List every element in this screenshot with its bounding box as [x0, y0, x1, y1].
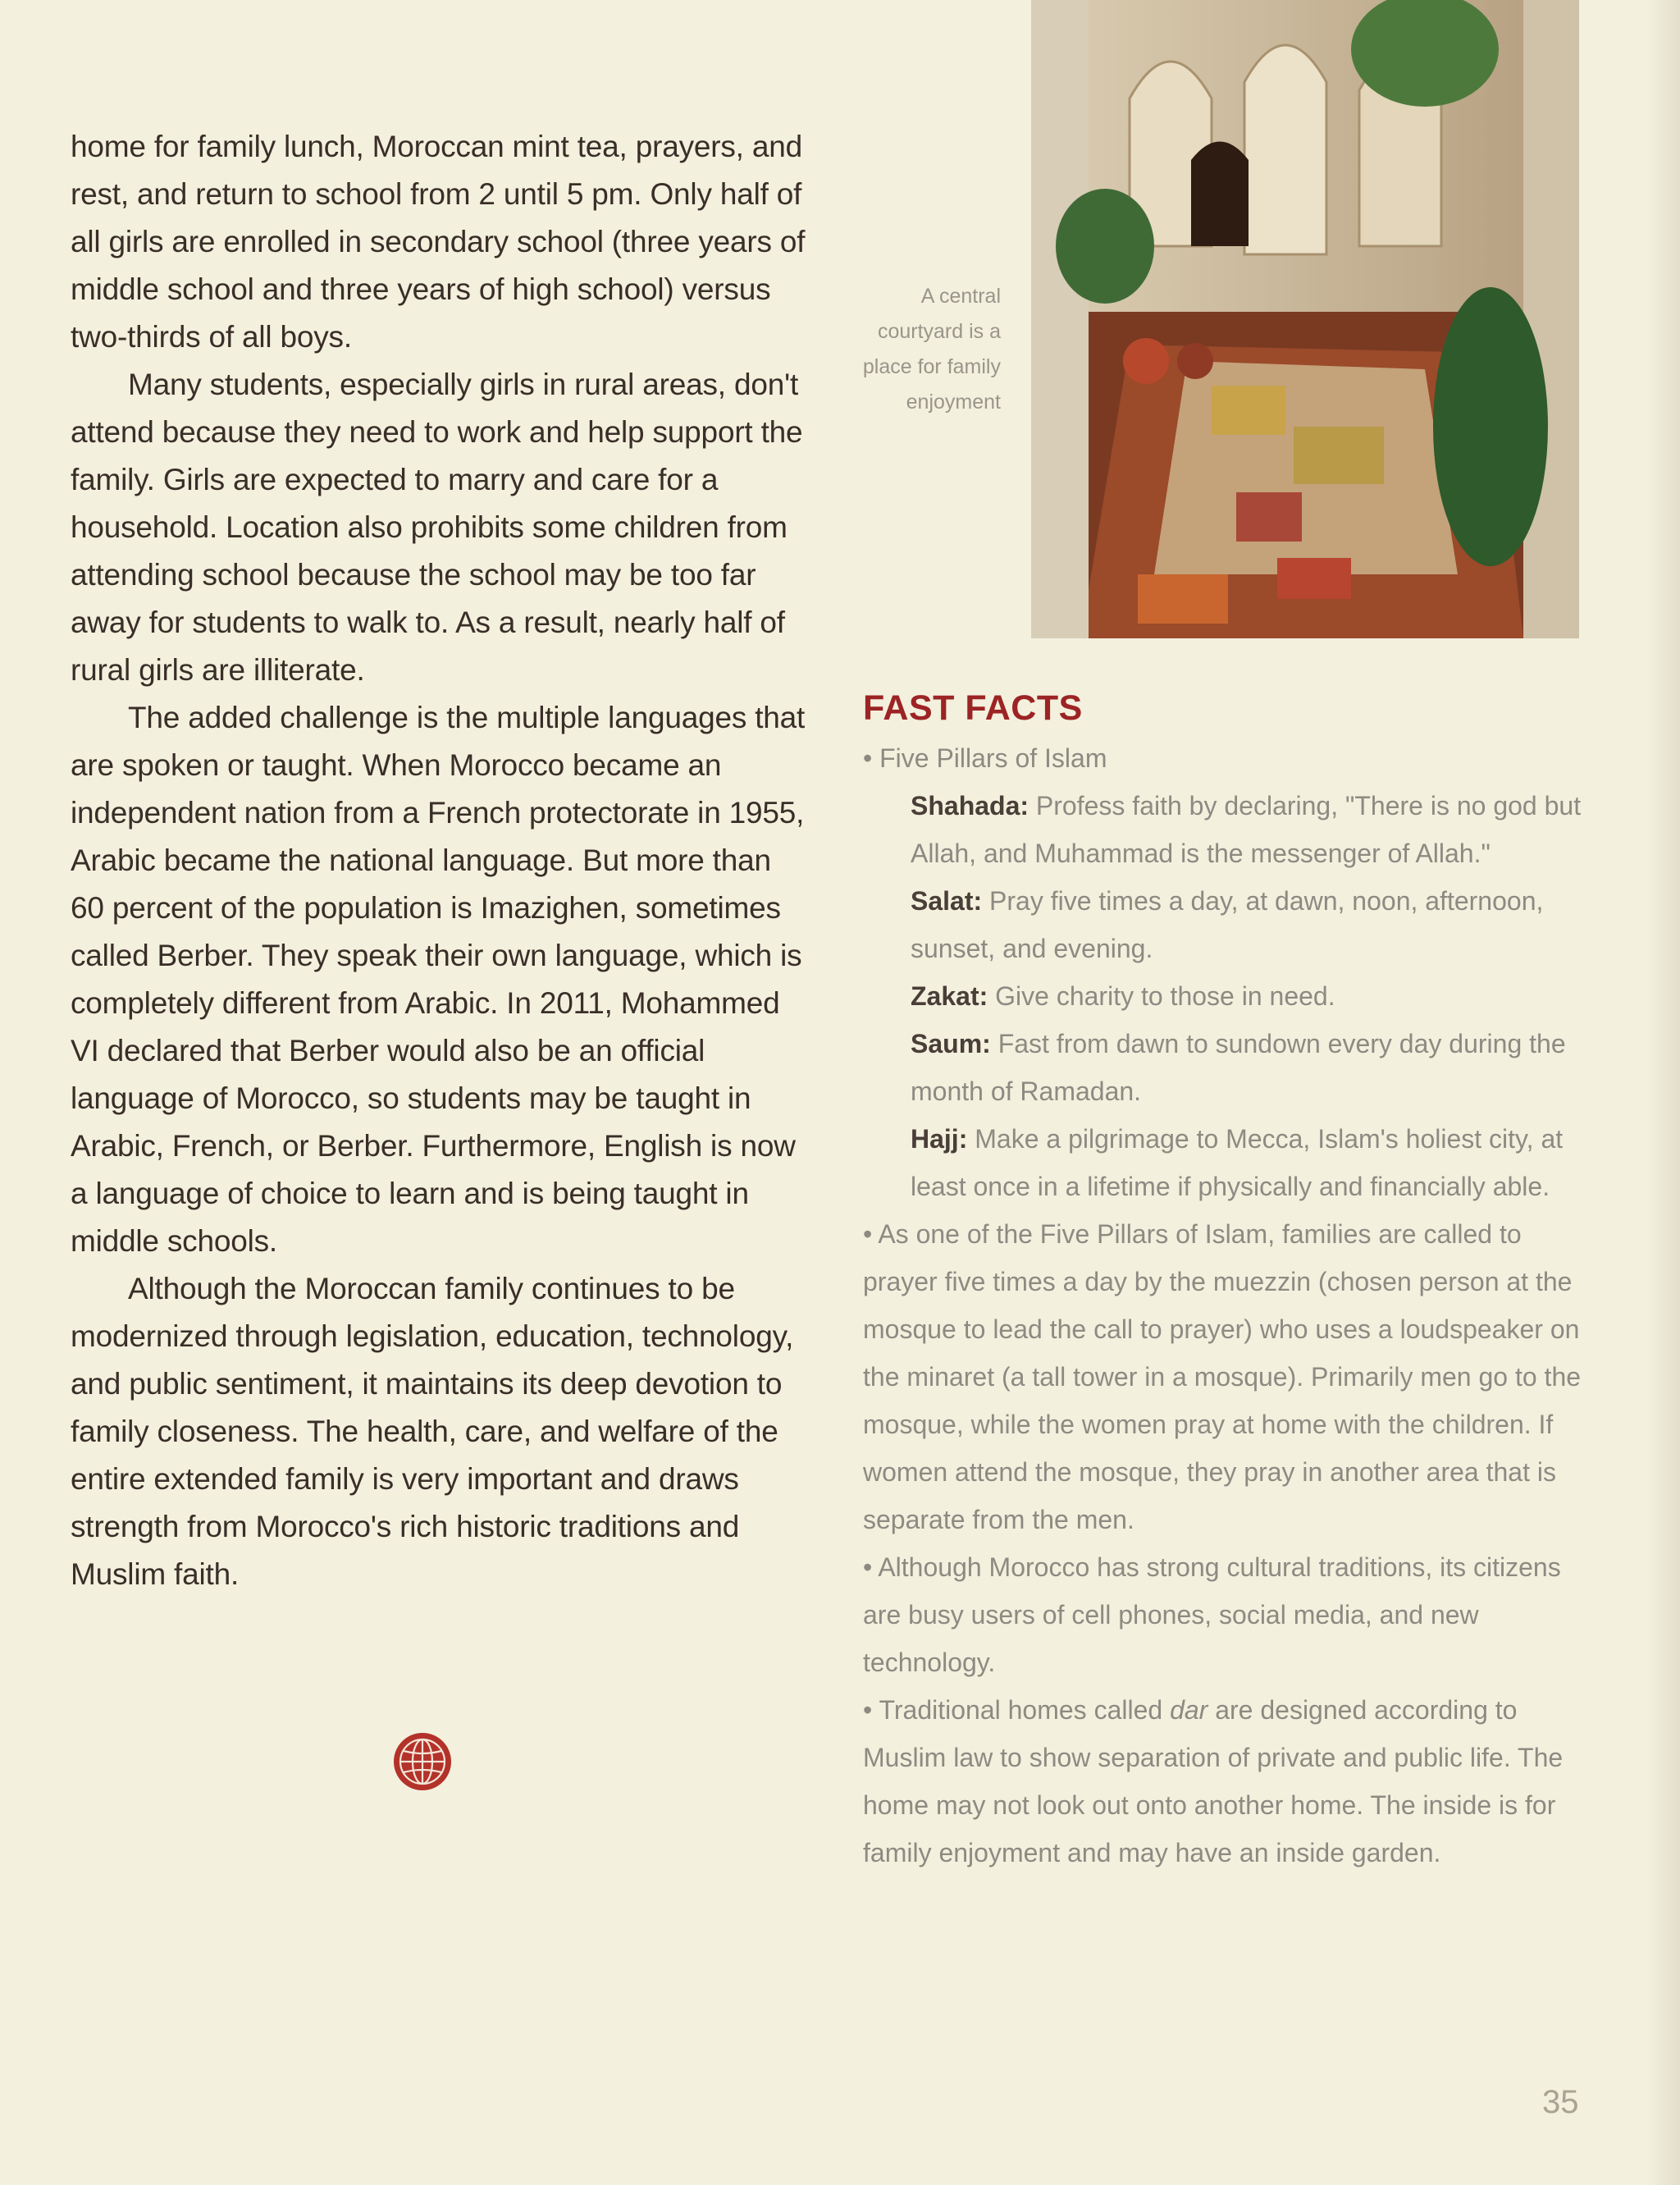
- main-text-column: [71, 123, 809, 1598]
- pillar-term: Zakat:: [911, 981, 988, 1011]
- pillar-text: Pray five times a day, at dawn, noon, afternoon, sunset, and evening.: [911, 886, 1544, 963]
- pillar-term: Shahada:: [911, 791, 1029, 821]
- pillar-term: Hajj:: [911, 1124, 968, 1154]
- body-paragraph-4: Although the Moroccan family continues to be modernized through legislation, education, technology, and public sentiment, it maintains its deep devotion to family closeness. The health, care, and welfare of the entire extended family is very important and draws strength from Morocco's rich historic traditions and Muslim faith.: [71, 1272, 794, 1591]
- body-paragraph-3: The added challenge is the multiple languages that are spoken or taught. When Morocco became an independent nation from a French protectorate in 1955, Arabic became the national language. But more than 60 percent of the population is Imazighen, sometimes called Berber. They speak their own language, which is completely different from Arabic. In 2011, Mohammed VI declared that Berber would also be an official language of Morocco, so students may be taught in Arabic, French, or Berber. Furthermore, English is now a language of choice to learn and is being taught in middle schools.: [71, 701, 806, 1258]
- body-paragraph-2: Many students, especially girls in rural areas, don't attend because they need to work and help support the family. Girls are expected to marry and care for a household. Location also prohibits some children from attending school because the school may be too far away for students to walk to. As a result, nearly half of rural girls are illiterate.: [71, 368, 803, 687]
- page-number: 35: [1542, 2084, 1579, 2120]
- dar-after: are designed according to Muslim law to show separation of private and public life. The home may not look out onto another home. The inside is for family enjoyment and may have an inside garden.: [863, 1695, 1564, 1867]
- pillar-text: Profess faith by declaring, "There is no god but Allah, and Muhammad is the messenger of Allah.": [911, 791, 1582, 868]
- body-paragraph-1: home for family lunch, Moroccan mint tea, prayers, and rest, and return to school from 2 until 5 pm. Only half of all girls are enrolled in secondary school (three years of middle school and three years of high school) versus two-thirds of all boys.: [71, 130, 806, 354]
- fact-bullet-technology: • Although Morocco has strong cultural traditions, its citizens are busy users of cell phones, social media, and new technology.: [863, 1552, 1561, 1677]
- pillar-text: Make a pilgrimage to Mecca, Islam's holiest city, at least once in a lifetime if physically and financially able.: [911, 1124, 1564, 1201]
- dar-before: • Traditional homes called: [863, 1695, 1171, 1725]
- pillar-hajj: [911, 1115, 1585, 1210]
- fact-bullet-dar: [863, 1686, 1585, 1876]
- pillar-text: Fast from dawn to sundown every day during the month of Ramadan.: [911, 1029, 1566, 1106]
- page-edge-shadow: [1647, 0, 1680, 2185]
- fast-facts-title: FAST FACTS: [863, 688, 1083, 728]
- pillar-term: Salat:: [911, 886, 983, 916]
- fast-facts-sidebar: [863, 685, 1585, 1876]
- pillar-shahada: [911, 782, 1585, 877]
- pillar-text: Give charity to those in need.: [995, 981, 1335, 1011]
- fact-bullet-prayer: • As one of the Five Pillars of Islam, families are called to prayer five times a day by the muezzin (chosen person at the mosque to lead the call to prayer) who uses a loudspeaker on the minaret (a tall tower in a mosque). Primarily men go to the mosque, while the women pray at home with the children. If women attend the mosque, they pray in another area that is separate from the men.: [863, 1219, 1582, 1534]
- courtyard-photo: [1031, 0, 1579, 638]
- fast-facts-intro: • Five Pillars of Islam: [863, 743, 1107, 773]
- dar-term: dar: [1170, 1695, 1208, 1725]
- photo-caption: A central courtyard is a place for family enjoyment: [862, 285, 1001, 414]
- pillar-saum: [911, 1020, 1585, 1115]
- pillar-zakat: [911, 972, 1585, 1020]
- pillar-salat: [911, 877, 1585, 972]
- globe-icon: [392, 1731, 453, 1792]
- pillar-term: Saum:: [911, 1029, 991, 1058]
